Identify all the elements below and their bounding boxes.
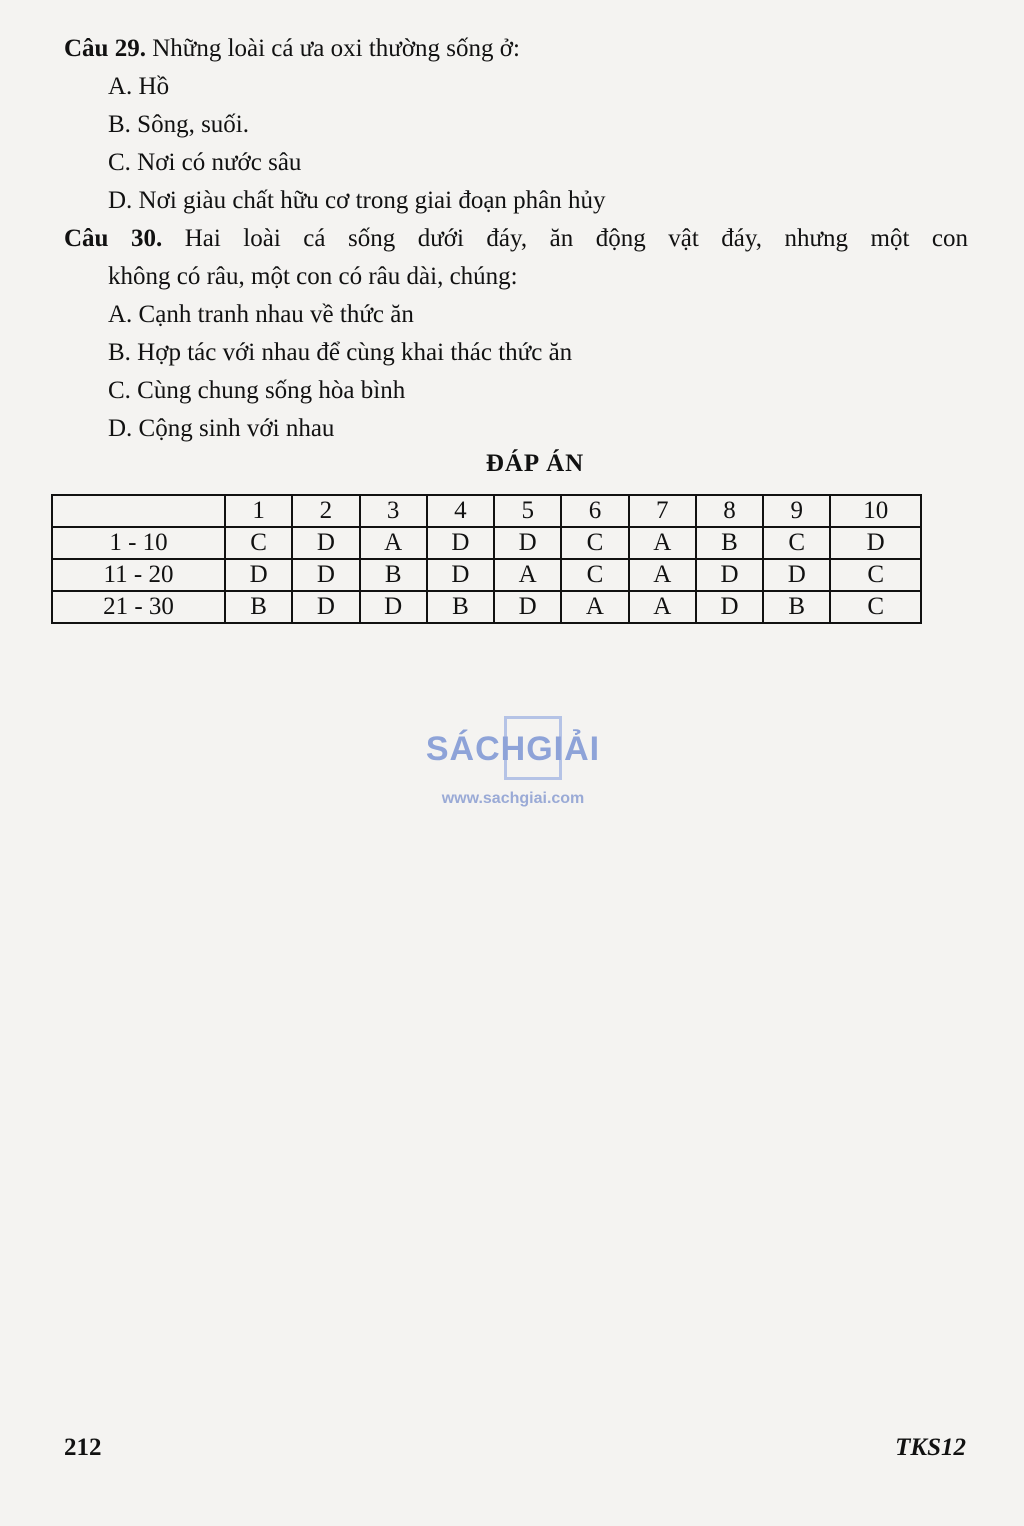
table-header-cell: 9 xyxy=(763,495,830,527)
question-29 xyxy=(64,30,968,220)
question-number: Câu 30. xyxy=(64,225,163,252)
table-cell: B xyxy=(427,591,494,623)
table-header-cell: 7 xyxy=(629,495,696,527)
table-cell: C xyxy=(763,527,830,559)
answer-key-table xyxy=(51,494,922,624)
table-cell: D xyxy=(763,559,830,591)
table-header-cell: 6 xyxy=(561,495,628,527)
option-c: C. Nơi có nước sâu xyxy=(108,149,302,176)
option-a: A. Cạnh tranh nhau về thức ăn xyxy=(108,301,414,328)
question-text-line1: Hai loài cá sống dưới đáy, ăn động vật đáy, nhưng một con xyxy=(184,225,969,252)
table-cell: D xyxy=(292,591,359,623)
table-cell: D xyxy=(292,527,359,559)
table-cell: A xyxy=(629,527,696,559)
table-header-cell: 4 xyxy=(427,495,494,527)
option-a: A. Hồ xyxy=(108,73,170,100)
watermark-logo xyxy=(408,716,618,782)
table-header-cell: 3 xyxy=(360,495,427,527)
table-cell: B xyxy=(763,591,830,623)
question-text: Những loài cá ưa oxi thường sống ở: xyxy=(152,35,520,62)
table-row xyxy=(52,527,921,559)
book-code: TKS12 xyxy=(895,1434,966,1461)
table-row-label: 21 - 30 xyxy=(52,591,225,623)
question-number: Câu 29. xyxy=(64,35,146,62)
page-number: 212 xyxy=(64,1434,102,1461)
table-row xyxy=(52,559,921,591)
table-cell: C xyxy=(830,591,921,623)
table-cell: D xyxy=(494,527,561,559)
table-cell: A xyxy=(360,527,427,559)
option-b: B. Sông, suối. xyxy=(108,111,250,138)
option-d: D. Cộng sinh với nhau xyxy=(108,415,335,442)
table-cell: B xyxy=(225,591,292,623)
question-30 xyxy=(64,220,968,448)
table-cell: C xyxy=(561,527,628,559)
table-cell: D xyxy=(494,591,561,623)
table-header-row xyxy=(52,495,921,527)
watermark-url: www.sachgiai.com xyxy=(441,790,585,807)
watermark-logo-text: SÁCHGIẢI xyxy=(425,730,601,768)
table-cell: C xyxy=(225,527,292,559)
table-cell: D xyxy=(360,591,427,623)
table-header-cell: 8 xyxy=(696,495,763,527)
option-c: C. Cùng chung sống hòa bình xyxy=(108,377,406,404)
table-header-cell: 5 xyxy=(494,495,561,527)
table-cell: A xyxy=(629,591,696,623)
table-cell: D xyxy=(830,527,921,559)
table-row xyxy=(52,591,921,623)
table-cell: D xyxy=(696,591,763,623)
table-cell: A xyxy=(629,559,696,591)
table-header-cell xyxy=(52,495,225,527)
table-cell: C xyxy=(830,559,921,591)
table-cell: D xyxy=(427,559,494,591)
table-row-label: 1 - 10 xyxy=(52,527,225,559)
table-cell: C xyxy=(561,559,628,591)
table-cell: D xyxy=(427,527,494,559)
table-header-cell: 10 xyxy=(830,495,921,527)
table-header-cell: 2 xyxy=(292,495,359,527)
option-b: B. Hợp tác với nhau để cùng khai thác thức ăn xyxy=(108,339,573,366)
table-cell: D xyxy=(225,559,292,591)
answer-key-title: ĐÁP ÁN xyxy=(485,450,585,477)
table-cell: B xyxy=(696,527,763,559)
option-d: D. Nơi giàu chất hữu cơ trong giai đoạn phân hủy xyxy=(108,187,606,214)
table-cell: D xyxy=(696,559,763,591)
question-text-line2: không có râu, một con có râu dài, chúng: xyxy=(108,263,518,290)
table-cell: A xyxy=(561,591,628,623)
table-cell: A xyxy=(494,559,561,591)
table-cell: B xyxy=(360,559,427,591)
table-row-label: 11 - 20 xyxy=(52,559,225,591)
table-cell: D xyxy=(292,559,359,591)
watermark xyxy=(408,716,618,808)
table-header-cell: 1 xyxy=(225,495,292,527)
